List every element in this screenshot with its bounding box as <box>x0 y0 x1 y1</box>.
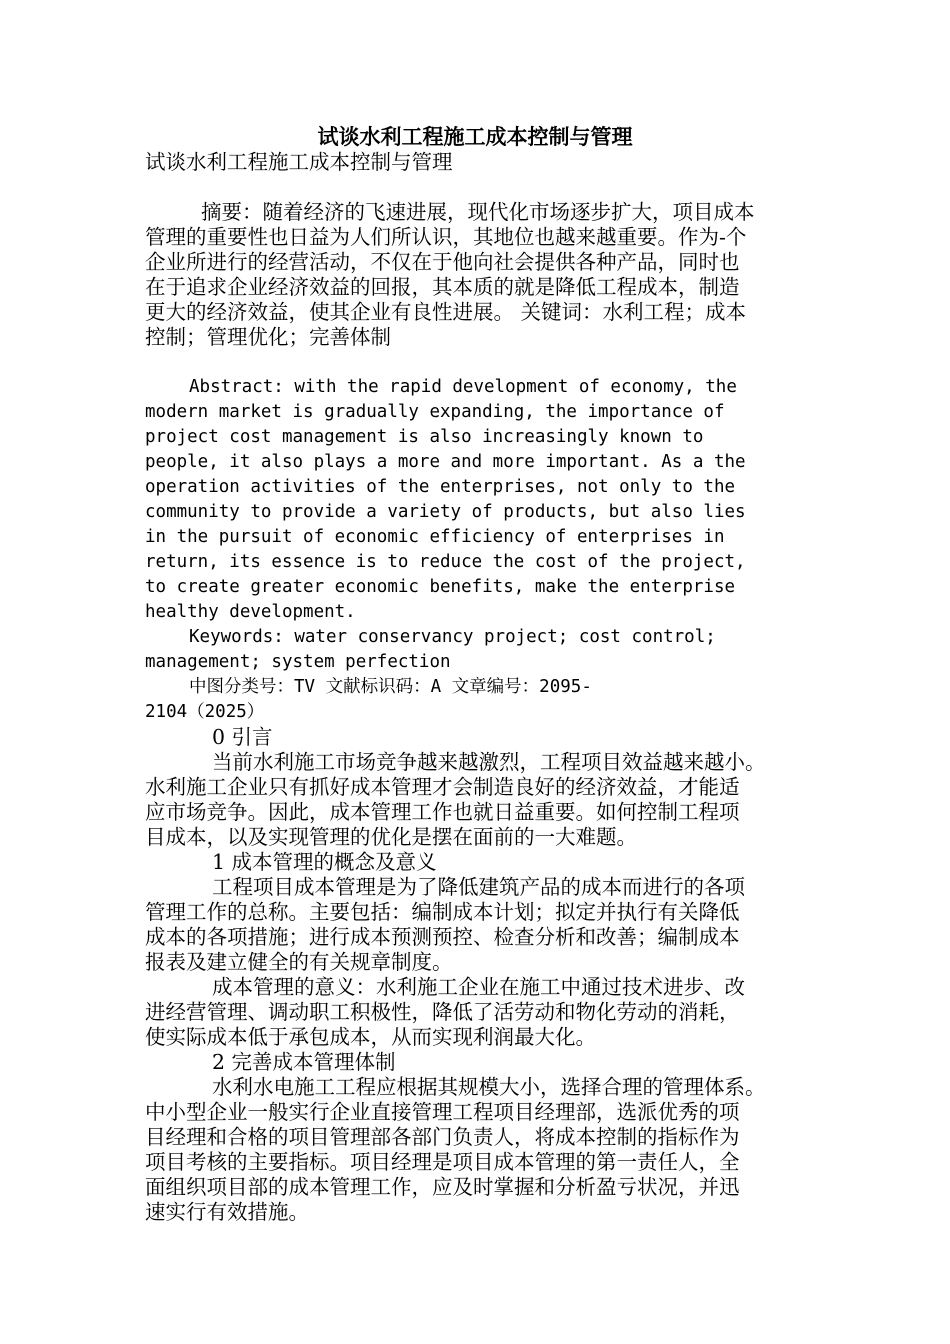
abstract-cn-line: 在于追求企业经济效益的回报，其本质的就是降低工程成本，制造 <box>145 275 740 299</box>
section1-paragraph-line: 成本管理的意义：水利施工企业在施工中通过技术进步、改 <box>212 975 745 999</box>
abstract-cn-line: 控制；管理优化；完善体制 <box>145 325 391 349</box>
abstract-cn-line: 管理的重要性也日益为人们所认识，其地位也越来越重要。作为-个 <box>145 225 747 249</box>
abstract-en-line: project cost management is also increasingly known to <box>145 427 704 447</box>
section0-paragraph-line: 应市场竞争。因此，成本管理工作也就日益重要。如何控制工程项 <box>145 800 740 824</box>
section1-paragraph-line: 报表及建立健全的有关规章制度。 <box>145 950 453 974</box>
abstract-cn-line: 企业所进行的经营活动，不仅在于他向社会提供各种产品，同时也 <box>145 250 740 274</box>
section2-paragraph-line: 中小型企业一般实行企业直接管理工程项目经理部，选派优秀的项 <box>145 1100 740 1124</box>
section1-paragraph-line: 成本的各项措施；进行成本预测预控、检查分析和改善；编制成本 <box>145 925 740 949</box>
section2-paragraph-line: 速实行有效措施。 <box>145 1200 309 1224</box>
abstract-en-line: to create greater economic benefits, make the enterprise <box>145 577 736 597</box>
classification-line: 2104（2025） <box>145 702 265 722</box>
abstract-en-line: community to provide a variety of products, but also lies <box>145 502 746 522</box>
abstract-en-line: Abstract: with the rapid development of economy, the <box>189 377 737 397</box>
section2-paragraph-line: 目经理和合格的项目管理部各部门负责人，将成本控制的指标作为 <box>145 1125 740 1149</box>
abstract-en-line: operation activities of the enterprises, not only to the <box>145 477 736 497</box>
section1-paragraph-line: 使实际成本低于承包成本，从而实现利润最大化。 <box>145 1025 596 1049</box>
abstract-en-line: in the pursuit of economic efficiency of enterprises in <box>145 527 725 547</box>
abstract-cn-line: 摘要：随着经济的飞速进展，现代化市场逐步扩大，项目成本 <box>201 200 755 224</box>
classification-line: 中图分类号：TV 文献标识码：A 文章编号：2095- <box>189 677 592 697</box>
section1-paragraph-line: 工程项目成本管理是为了降低建筑产品的成本而进行的各项 <box>212 875 745 899</box>
section0-paragraph-line: 当前水利施工市场竞争越来越激烈，工程项目效益越来越小。 <box>212 750 766 774</box>
abstract-cn-line: 更大的经济效益，使其企业有良性进展。 关键词：水利工程；成本 <box>145 300 747 324</box>
abstract-en-line: modern market is gradually expanding, the importance of <box>145 402 725 422</box>
section1-paragraph-line: 管理工作的总称。主要包括：编制成本计划；拟定并执行有关降低 <box>145 900 740 924</box>
section-heading-cost-system: 2 完善成本管理体制 <box>212 1050 396 1074</box>
document-subtitle: 试谈水利工程施工成本控制与管理 <box>145 150 453 174</box>
section-heading-introduction: 0 引言 <box>212 725 273 749</box>
section2-paragraph-line: 面组织项目部的成本管理工作，应及时掌握和分析盈亏状况，并迅 <box>145 1175 740 1199</box>
keywords-en-line: management; system perfection <box>145 652 451 672</box>
abstract-en-line: people, it also plays a more and more important. As a the <box>145 452 746 472</box>
keywords-en-line: Keywords: water conservancy project; cost control; <box>189 627 716 647</box>
section2-paragraph-line: 水利水电施工工程应根据其规模大小，选择合理的管理体系。 <box>212 1075 766 1099</box>
section-heading-cost-concept: 1 成本管理的概念及意义 <box>212 850 437 874</box>
section2-paragraph-line: 项目考核的主要指标。项目经理是项目成本管理的第一责任人，全 <box>145 1150 740 1174</box>
section0-paragraph-line: 水利施工企业只有抓好成本管理才会制造良好的经济效益，才能适 <box>145 775 740 799</box>
section0-paragraph-line: 目成本，以及实现管理的优化是摆在面前的一大难题。 <box>145 825 637 849</box>
abstract-en-line: return, its essence is to reduce the cost of the project, <box>145 552 746 572</box>
section1-paragraph-line: 进经营管理、调动职工积极性，降低了活劳动和物化劳动的消耗， <box>145 1000 740 1024</box>
document-title: 试谈水利工程施工成本控制与管理 <box>317 125 633 149</box>
abstract-en-line: healthy development. <box>145 602 356 622</box>
